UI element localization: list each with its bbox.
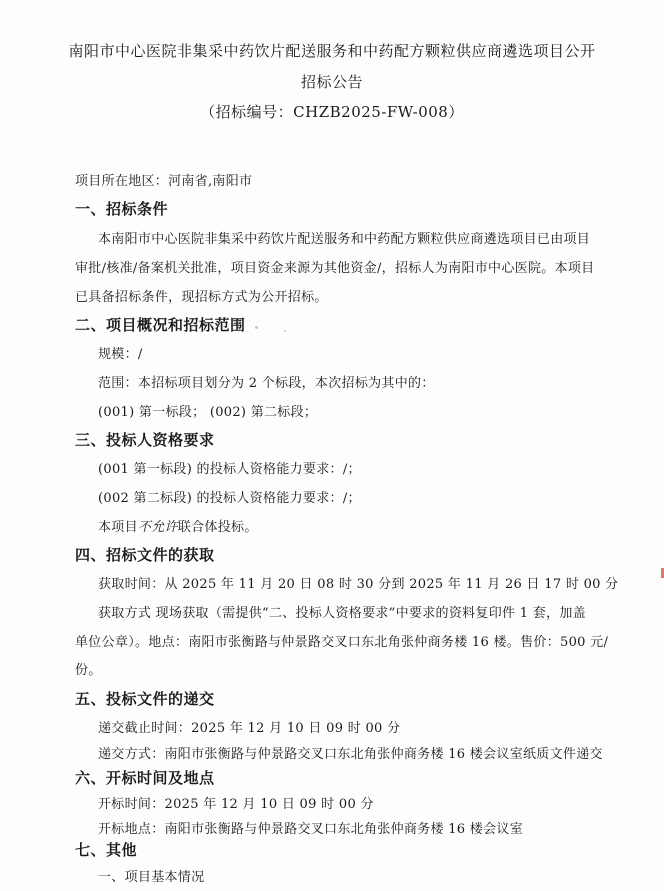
section-heading-1: 一、招标条件 bbox=[75, 200, 169, 218]
s3-jv-suffix: 联合体投标。 bbox=[177, 520, 258, 535]
section-heading-5: 五、投标文件的递交 bbox=[75, 690, 215, 708]
section-heading-6: 六、开标时间及地点 bbox=[75, 769, 215, 787]
section-heading-7: 七、其他 bbox=[75, 841, 138, 859]
section-heading-3: 三、投标人资格要求 bbox=[75, 431, 215, 449]
s1-paragraph-line2: 审批/核准/备案机关批准，项目资金来源为其他资金/，招标人为南阳市中心医院。本项目 bbox=[75, 261, 595, 276]
doc-title-line1: 南阳市中心医院非集采中药饮片配送服务和中药配方颗粒供应商遴选项目公开 bbox=[68, 42, 596, 60]
s6-opening-time: 开标时间：2025 年 12 月 10 日 09 时 00 分 bbox=[98, 797, 374, 812]
s3-jv-prefix: 本项目 bbox=[98, 520, 138, 535]
s3-requirement-lot2: (002 第二标段) 的投标人资格能力要求：/； bbox=[98, 491, 361, 506]
s3-jv-italic: 不允许 bbox=[137, 520, 178, 535]
s5-submission-method: 递交方式：南阳市张衡路与仲景路交叉口东北角张仲商务楼 16 楼会议室纸质文件递交 bbox=[98, 747, 603, 762]
s4-method-line2: 单位公章）。地点：南阳市张衡路与仲景路交叉口东北角张仲商务楼 16 楼。售价：500 元/ bbox=[75, 635, 609, 650]
s1-paragraph-line1: 本南阳市中心医院非集采中药饮片配送服务和中药配方颗粒供应商遴选项目已由项目 bbox=[98, 232, 591, 247]
s4-acquisition-time: 获取时间：从 2025 年 11 月 20 日 08 时 30 分到 2025 年 11 月 26 日 17 时 00 分 bbox=[98, 577, 619, 592]
section-heading-4: 四、招标文件的获取 bbox=[75, 546, 215, 564]
tender-code: （招标编号：CHZB2025-FW-008） bbox=[200, 103, 464, 121]
doc-title-line2: 招标公告 bbox=[300, 73, 363, 91]
s3-requirement-lot1: (001 第一标段) 的投标人资格能力要求：/； bbox=[98, 462, 361, 477]
s2-scale: 规模：/ bbox=[98, 347, 143, 362]
scan-speck bbox=[284, 330, 286, 332]
s3-joint-venture-note bbox=[98, 516, 258, 535]
s2-lots: (001) 第一标段； (002) 第二标段； bbox=[98, 405, 318, 420]
s1-paragraph-line3: 已具备招标条件，现招标方式为公开招标。 bbox=[75, 290, 328, 305]
s7-item1: 一、项目基本情况 bbox=[98, 870, 205, 885]
section-heading-2: 二、项目概况和招标范围 bbox=[75, 316, 246, 334]
s5-deadline: 递交截止时间：2025 年 12 月 10 日 09 时 00 分 bbox=[98, 721, 401, 736]
s4-method-line1: 获取方式 现场获取（需提供“二、投标人资格要求”中要求的资料复印件 1 套，加盖 bbox=[98, 606, 586, 621]
s6-opening-place: 开标地点：南阳市张衡路与仲景路交叉口东北角张仲商务楼 16 楼会议室 bbox=[98, 822, 524, 837]
s2-scope: 范围：本招标项目划分为 2 个标段，本次招标为其中的： bbox=[98, 376, 435, 391]
s4-method-line3: 份。 bbox=[75, 663, 102, 678]
project-location: 项目所在地区：河南省,南阳市 bbox=[75, 174, 253, 189]
scan-speck bbox=[255, 326, 258, 329]
